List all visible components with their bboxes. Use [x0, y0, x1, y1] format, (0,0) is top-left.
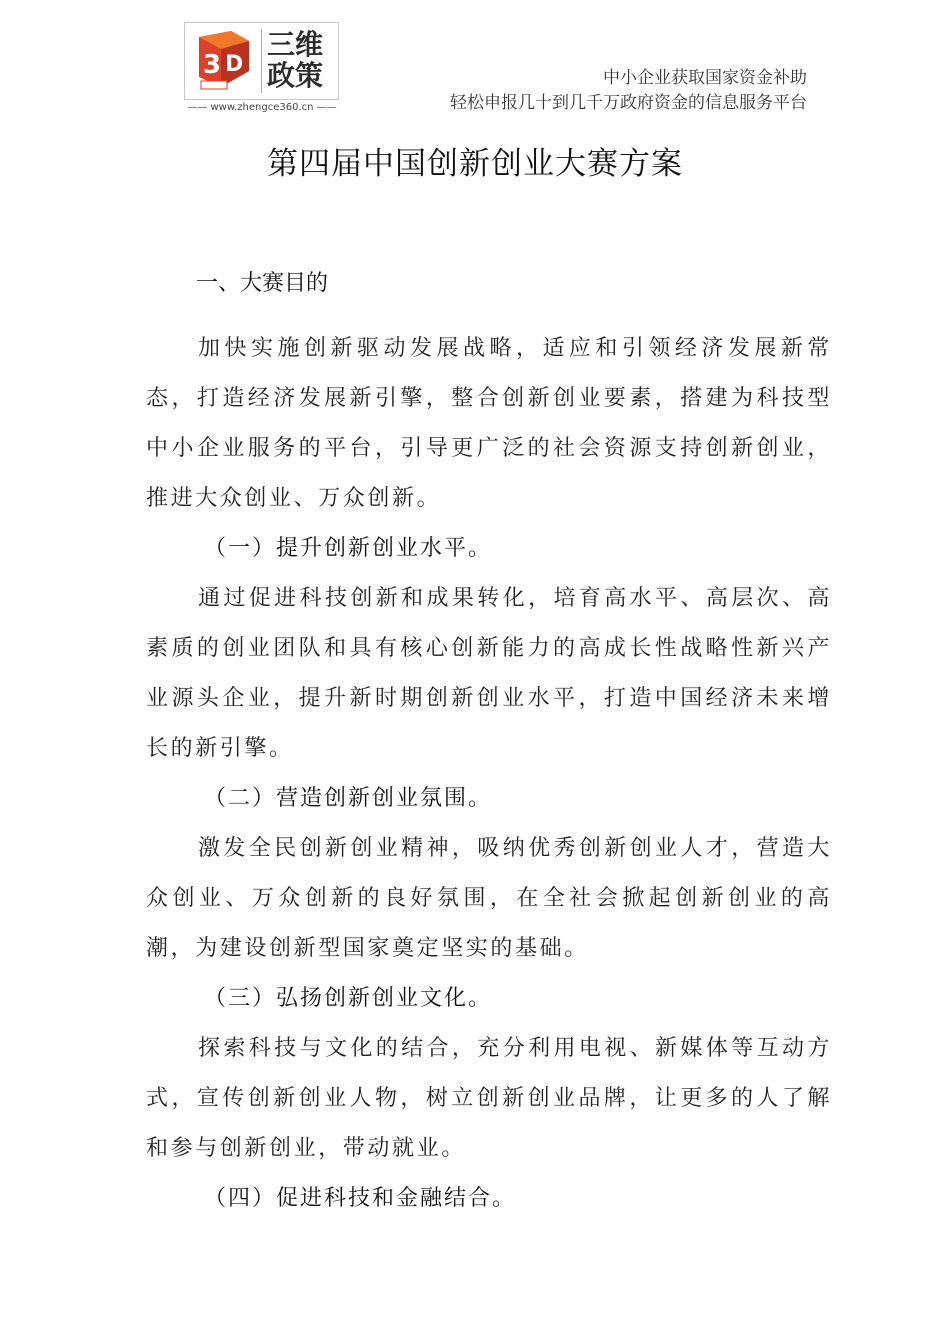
logo-divider: [261, 29, 262, 93]
subsection-heading-1: （一）提升创新创业水平。: [204, 536, 493, 561]
svg-text:3: 3: [203, 50, 222, 80]
subsection-paragraph-3: 探索科技与文化的结合，充分利用电视、新媒体等互动方式，宣传创新创业人物，树立创新创业品牌，让更多的人了解和参与创新创业，带动就业。: [146, 1036, 832, 1161]
logo-brand-line1: 三维: [267, 28, 324, 61]
tagline-line-2: 轻松申报几十到几千万政府资金的信息服务平台: [450, 93, 807, 113]
subsection-heading-3: （三）弘扬创新创业文化。: [204, 986, 493, 1011]
subsection-heading-2: （二）营造创新创业氛围。: [204, 786, 493, 811]
logo-brand-line2: 政策: [267, 59, 324, 92]
section-heading: 一、大赛目的: [196, 271, 329, 296]
document-body: [146, 262, 832, 1224]
header-tagline: [450, 66, 807, 116]
logo-url-text: www.zhengce360.cn: [210, 102, 314, 113]
logo-url: —— www.zhengce360.cn ——: [187, 102, 337, 113]
logo-brand-text: [267, 29, 333, 91]
subsection-heading-4: （四）促进科技和金融结合。: [204, 1186, 517, 1211]
brand-logo: [184, 22, 339, 100]
subsection-paragraph-2: 激发全民创新创业精神，吸纳优秀创新创业人才，营造大众创业、万众创新的良好氛围，在全社会掀起创新创业的高潮，为建设创新型国家奠定坚实的基础。: [146, 836, 832, 961]
tagline-line-1: 中小企业获取国家资金补助: [603, 68, 807, 88]
document-title: 第四届中国创新创业大赛方案: [267, 146, 683, 182]
section-intro-paragraph: 加快实施创新驱动发展战略，适应和引领经济发展新常态，打造经济发展新引擎，整合创新创业要素，搭建为科技型中小企业服务的平台，引导更广泛的社会资源支持创新创业，推进大众创业、万众创新。: [146, 336, 832, 511]
svg-text:D: D: [225, 52, 244, 77]
subsection-paragraph-1: 通过促进科技创新和成果转化，培育高水平、高层次、高素质的创业团队和具有核心创新能力的高成长性战略性新兴产业源头企业，提升新时期创新创业水平，打造中国经济未来增长的新引擎。: [146, 586, 832, 761]
logo-3d-icon: [191, 27, 257, 95]
